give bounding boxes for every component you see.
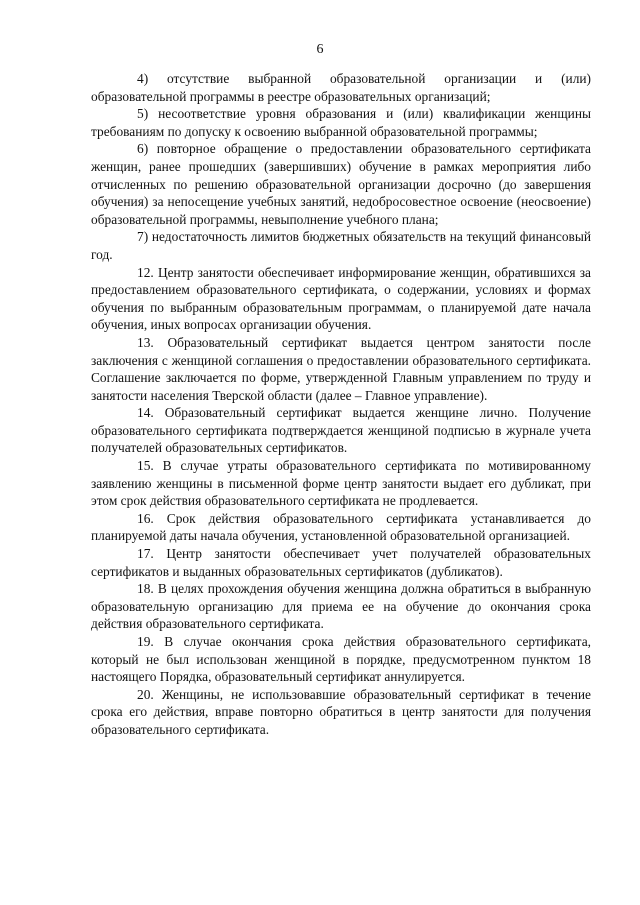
paragraph-14: 14. Образовательный сертификат выдается женщине лично. Получение образовательного сертификата подтверждается женщиной подписью в журнале учета получателей образовательных сертификатов. [91, 405, 591, 456]
paragraph-13: 13. Образовательный сертификат выдается центром занятости после заключения с женщиной соглашения о предоставлении образовательного сертификата. Соглашение заключается по форме, утвержденной Главным управлением по труду и занятости населения Тверской области (далее – Главное управление). [91, 334, 591, 403]
paragraph-item-5: 5) несоответствие уровня образования и (или) квалификации женщины требованиям по допуску к освоению выбранной образовательной программы; [91, 106, 591, 139]
paragraph-17: 17. Центр занятости обеспечивает учет получателей образовательных сертификатов и выданных образовательных сертификатов (дубликатов). [91, 546, 591, 579]
page-number: 6 [316, 42, 324, 57]
paragraph-15: 15. В случае утраты образовательного сертификата по мотивированному заявлению женщины в письменной форме центр занятости выдает его дубликат, при этом срок действия образовательного сертификата не продлевается. [91, 458, 591, 509]
paragraph-item-7: 7) недостаточность лимитов бюджетных обязательств на текущий финансовый год. [91, 229, 591, 262]
paragraph-12: 12. Центр занятости обеспечивает информирование женщин, обратившихся за предоставлением образовательного сертификата, о содержании, условиях и формах обучения по выбранным образовательным программам, о планируемой дате начала обучения, иных вопросах организации обучения. [91, 264, 591, 333]
paragraph-item-6: 6) повторное обращение о предоставлении образовательного сертификата женщин, ранее прошедших (завершивших) обучение в рамках мероприятия либо отчисленных по решению образовательной организации досрочно (до завершения обучения) за непосещение учебных занятий, недобросовестное освоение (неосвоение) образовательной программы, невыполнение учебного плана; [91, 141, 591, 227]
paragraph-19: 19. В случае окончания срока действия образовательного сертификата, который не был использован женщиной в порядке, предусмотренном пунктом 18 настоящего Порядка, образовательный сертификат аннулируется. [91, 634, 591, 685]
paragraph-20: 20. Женщины, не использовавшие образовательный сертификат в течение срока его действия, вправе повторно обратиться в центр занятости для получения образовательного сертификата. [91, 686, 591, 737]
paragraph-18: 18. В целях прохождения обучения женщина должна обратиться в выбранную образовательную организацию для приема ее на обучение до окончания срока действия образовательного сертификата. [91, 581, 591, 632]
paragraph-item-4: 4) отсутствие выбранной образовательной организации и (или) образовательной программы в реестре образовательных организаций; [91, 71, 591, 104]
paragraph-16: 16. Срок действия образовательного сертификата устанавливается до планируемой даты начала обучения, установленной образовательной организацией. [91, 510, 591, 544]
document-body [91, 70, 591, 739]
